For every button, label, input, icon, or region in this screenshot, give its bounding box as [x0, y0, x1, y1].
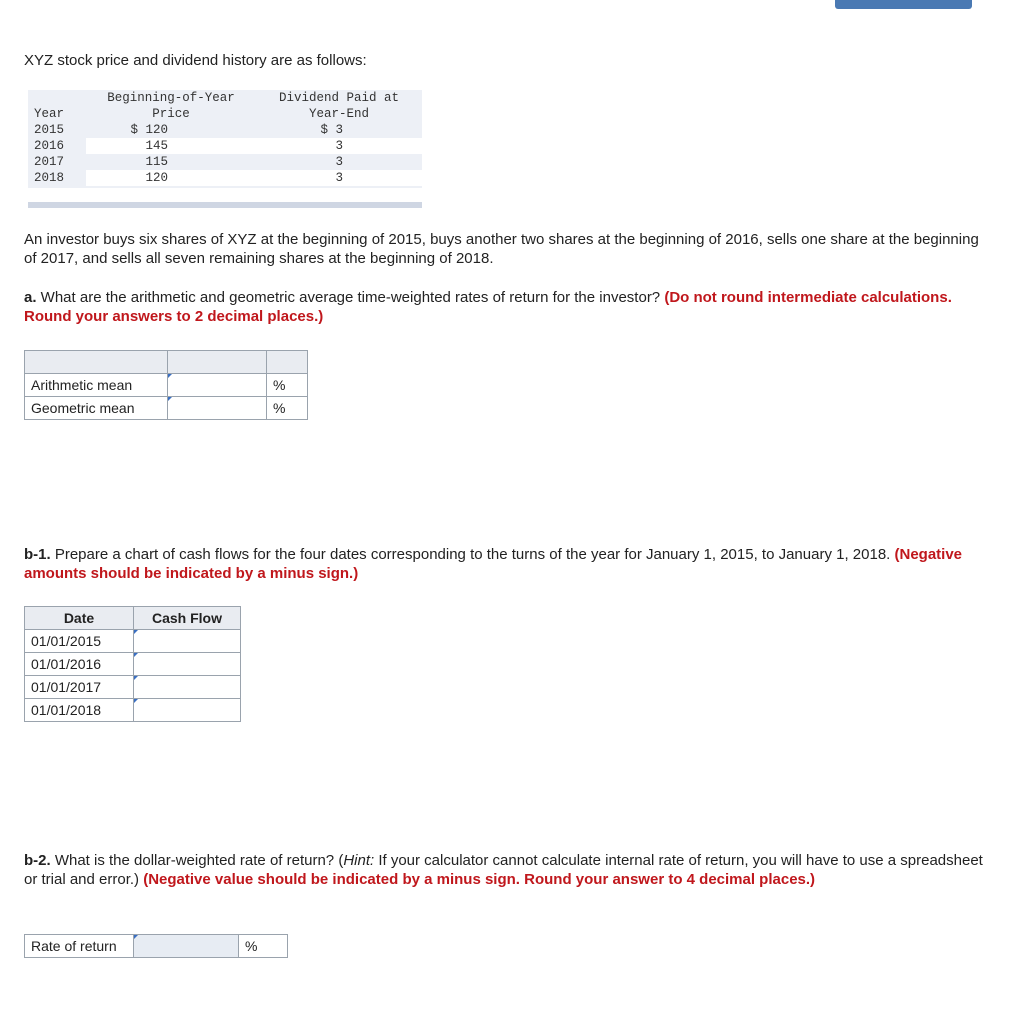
year-cell: 2015 — [34, 123, 65, 137]
cash-flow-input-2018[interactable] — [134, 699, 240, 721]
table-row — [28, 122, 422, 138]
part-a-question — [24, 288, 984, 326]
geometric-mean-cell — [168, 397, 267, 420]
price-cell: 145 — [86, 138, 256, 154]
required-marker-icon — [134, 630, 138, 634]
percent-unit: % — [267, 397, 308, 420]
table-row — [25, 699, 241, 722]
date-cell: 01/01/2015 — [25, 630, 134, 653]
rate-of-return-table — [24, 934, 288, 958]
cash-flow-input-2017[interactable] — [134, 676, 240, 698]
rate-of-return-input[interactable] — [134, 935, 238, 957]
part-b1-instruction: (Negative amounts should be indicated by a minus sign.) — [24, 546, 963, 582]
arithmetic-mean-cell — [168, 374, 267, 397]
price-cell: 120 — [86, 170, 256, 186]
dividend-cell: $ 3 — [320, 123, 343, 137]
arithmetic-mean-input[interactable] — [168, 374, 266, 396]
cash-flow-cell — [134, 630, 241, 653]
year-header: Year — [34, 107, 65, 121]
cash-flow-cell — [134, 676, 241, 699]
part-a-label: a. — [24, 289, 37, 306]
dividend-header-line2: Year-End — [308, 107, 369, 121]
table-row — [25, 935, 288, 958]
year-cell: 2017 — [34, 155, 65, 169]
dividend-header-line1: Dividend Paid at — [278, 91, 400, 105]
required-marker-icon — [134, 699, 138, 703]
percent-unit: % — [267, 374, 308, 397]
cash-flow-cell — [134, 699, 241, 722]
part-b2-instruction: (Negative value should be indicated by a minus sign. Round your answer to 4 decimal places.) — [143, 871, 816, 888]
scenario-text: An investor buys six shares of XYZ at the beginning of 2015, buys another two shares at the beginning of 2016, sells one share at the beginning of 2017, and sells all seven remaining shares at the beginning of 2018. — [24, 231, 979, 267]
dividend-cell: 3 — [256, 138, 422, 154]
intro-text: XYZ stock price and dividend history are as follows: — [24, 52, 367, 69]
required-marker-icon — [134, 676, 138, 680]
cash-flow-header: Cash Flow — [134, 607, 241, 630]
table-footer-bar — [28, 202, 422, 208]
stock-history-table — [28, 90, 422, 208]
part-b2-question — [24, 851, 984, 889]
date-cell: 01/01/2016 — [25, 653, 134, 676]
required-marker-icon — [168, 374, 172, 378]
date-header: Date — [25, 607, 134, 630]
hint-label: Hint: — [343, 852, 375, 869]
part-a-instruction: (Do not round intermediate calculations. Round your answers to 2 decimal places.) — [24, 289, 952, 325]
table-row — [25, 653, 241, 676]
cash-flow-cell — [134, 653, 241, 676]
part-b1-label: b-1. — [24, 546, 51, 563]
price-cell: 115 — [145, 155, 168, 169]
geometric-mean-label: Geometric mean — [25, 397, 168, 420]
geometric-mean-input[interactable] — [168, 397, 266, 419]
cash-flow-input-2016[interactable] — [134, 653, 240, 675]
part-a-text: What are the arithmetic and geometric average time-weighted rates of return for the investor? — [36, 289, 665, 306]
top-action-button[interactable] — [835, 0, 972, 9]
required-marker-icon — [134, 653, 138, 657]
table-row — [28, 138, 422, 154]
required-marker-icon — [134, 935, 138, 939]
dividend-cell: 3 — [335, 155, 343, 169]
rate-of-return-cell — [134, 935, 239, 958]
dividend-cell: 3 — [256, 170, 422, 186]
cash-flow-table — [24, 606, 241, 722]
rate-of-return-label: Rate of return — [25, 935, 134, 958]
percent-unit: % — [239, 935, 288, 958]
table-row — [25, 630, 241, 653]
part-a-answer-table — [24, 350, 308, 420]
table-row — [25, 676, 241, 699]
price-header-line2: Price — [152, 107, 190, 121]
part-b1-text: Prepare a chart of cash flows for the four dates corresponding to the turns of the year for January 1, 2015, to January 1, 2018. — [50, 546, 895, 563]
cash-flow-input-2015[interactable] — [134, 630, 240, 652]
price-header-line1: Beginning-of-Year — [107, 91, 235, 105]
part-b2-text-b: If your calculator cannot calculate internal rate of return, you will have to use a spreadsheet or trial and error.) — [24, 852, 983, 888]
part-b1-question — [24, 545, 984, 583]
table-row — [28, 170, 422, 186]
year-cell: 2018 — [28, 170, 86, 186]
required-marker-icon — [168, 397, 172, 401]
table-row — [25, 374, 308, 397]
part-b2-label: b-2. — [24, 852, 51, 869]
date-cell: 01/01/2018 — [25, 699, 134, 722]
part-b2-text-a: What is the dollar-weighted rate of return? ( — [50, 852, 344, 869]
date-cell: 01/01/2017 — [25, 676, 134, 699]
arithmetic-mean-label: Arithmetic mean — [25, 374, 168, 397]
table-row — [25, 397, 308, 420]
price-cell: $ 120 — [130, 123, 168, 137]
table-row — [28, 154, 422, 170]
year-cell: 2016 — [28, 138, 86, 154]
